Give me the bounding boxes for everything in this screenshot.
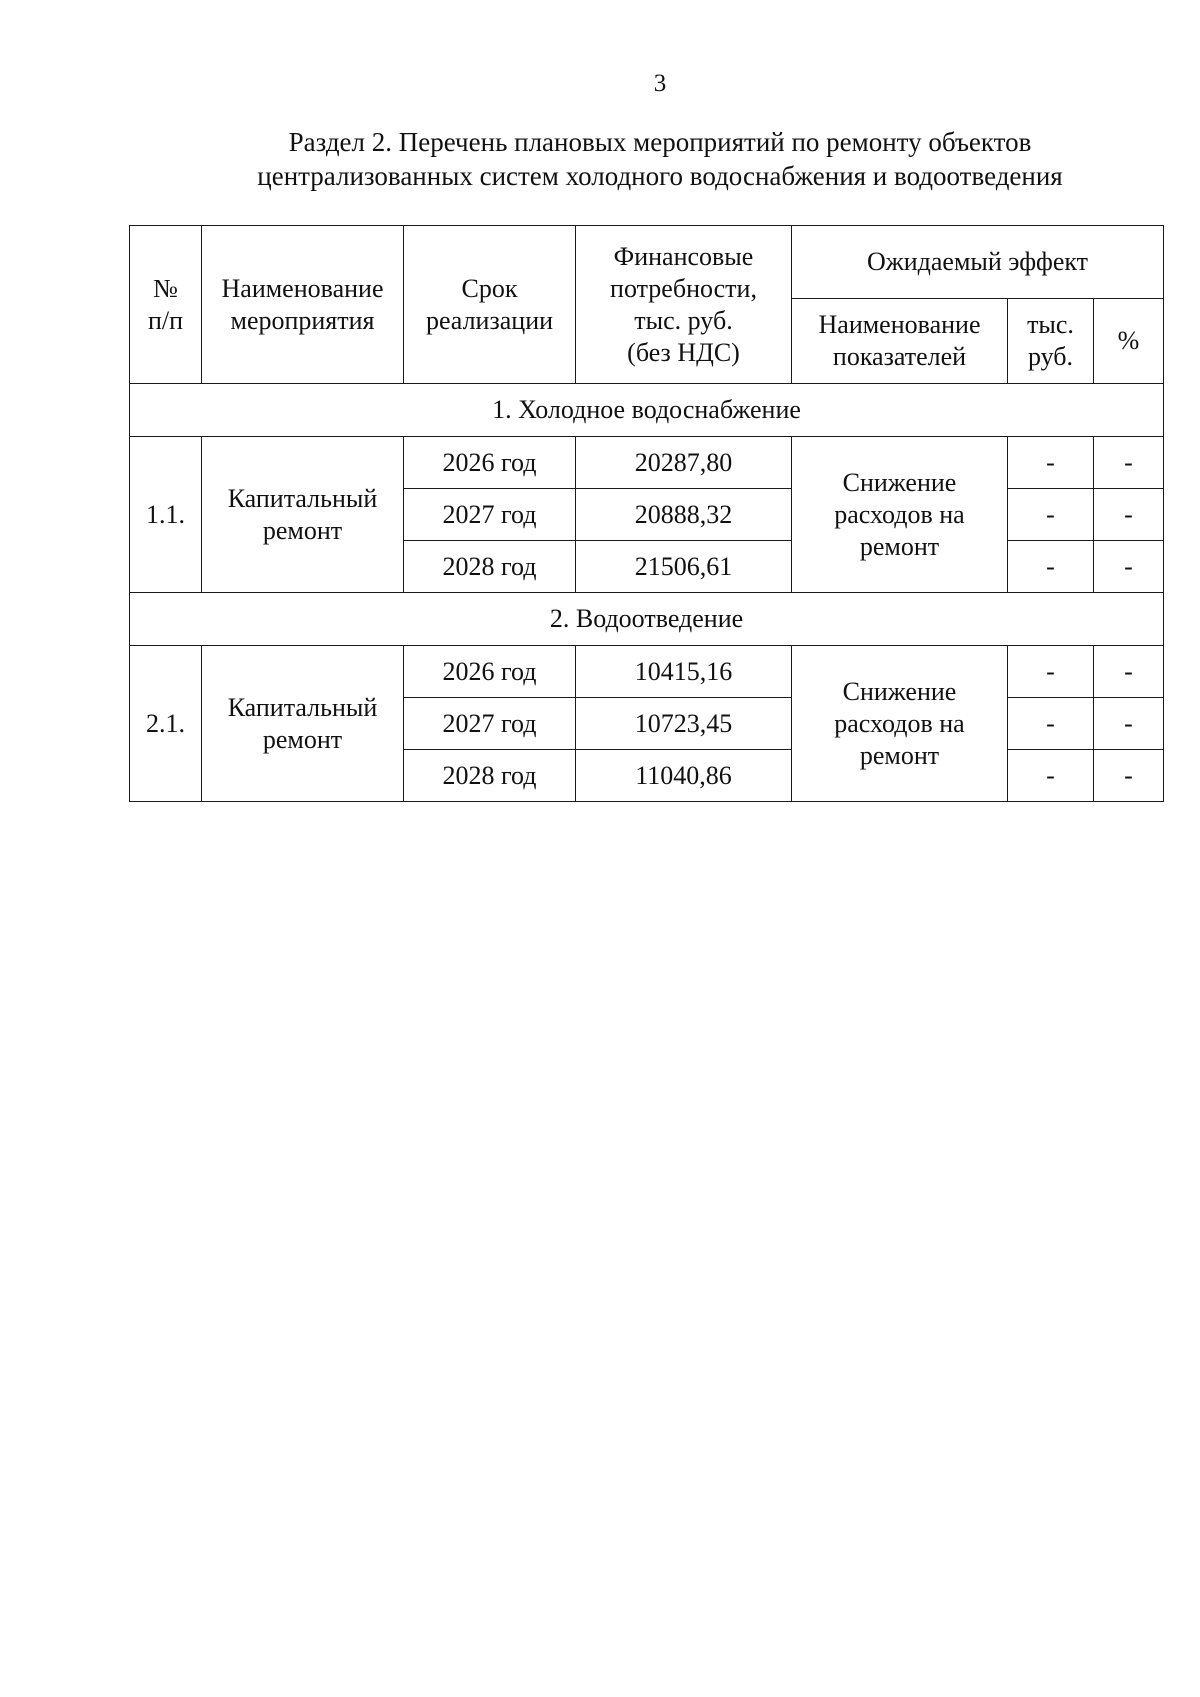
section-title-line-2: централизованных систем холодного водоснабжения и водоотведения [257,161,1063,191]
effect-pct-cell: - [1094,698,1164,750]
effect-pct-cell: - [1094,437,1164,489]
term-cell: 2027 год [404,698,576,750]
term-cell: 2028 год [404,541,576,593]
header-percent: % [1094,299,1164,384]
section-title [130,125,1190,193]
amount-cell: 10723,45 [576,698,792,750]
item-name: Капитальный ремонт [202,437,404,593]
item-name: Капитальный ремонт [202,646,404,802]
section-row [130,593,1164,646]
header-number: № п/п [130,226,202,384]
header-indicator-name: Наименование показателей [792,299,1008,384]
page-number: 3 [653,70,667,97]
amount-cell: 11040,86 [576,750,792,802]
effect-rub-cell: - [1008,750,1094,802]
term-cell: 2026 год [404,437,576,489]
effect-indicator: Снижение расходов на ремонт [792,437,1008,593]
effect-rub-cell: - [1008,646,1094,698]
term-cell: 2028 год [404,750,576,802]
header-term: Срок реализации [404,226,576,384]
header-thousand-rub: тыс. руб. [1008,299,1094,384]
term-cell: 2027 год [404,489,576,541]
effect-rub-cell: - [1008,489,1094,541]
header-row [130,226,1164,299]
effect-pct-cell: - [1094,750,1164,802]
amount-cell: 20888,32 [576,489,792,541]
table-row [130,646,1164,698]
effect-rub-cell: - [1008,698,1094,750]
effect-pct-cell: - [1094,489,1164,541]
repair-plan-table [129,225,1164,802]
section-title-cold-water: 1. Холодное водоснабжение [130,384,1164,437]
amount-cell: 20287,80 [576,437,792,489]
section-title-line-1: Раздел 2. Перечень плановых мероприятий по ремонту объектов [288,127,1032,157]
header-activity-name: Наименование мероприятия [202,226,404,384]
header-expected-effect: Ожидаемый эффект [792,226,1164,299]
amount-cell: 10415,16 [576,646,792,698]
section-row [130,384,1164,437]
effect-rub-cell: - [1008,541,1094,593]
effect-pct-cell: - [1094,646,1164,698]
item-number: 2.1. [130,646,202,802]
section-title-sewerage: 2. Водоотведение [130,593,1164,646]
effect-pct-cell: - [1094,541,1164,593]
effect-indicator: Снижение расходов на ремонт [792,646,1008,802]
table-row [130,437,1164,489]
header-financial-needs: Финансовые потребности, тыс. руб. (без НДС) [576,226,792,384]
effect-rub-cell: - [1008,437,1094,489]
amount-cell: 21506,61 [576,541,792,593]
item-number: 1.1. [130,437,202,593]
term-cell: 2026 год [404,646,576,698]
